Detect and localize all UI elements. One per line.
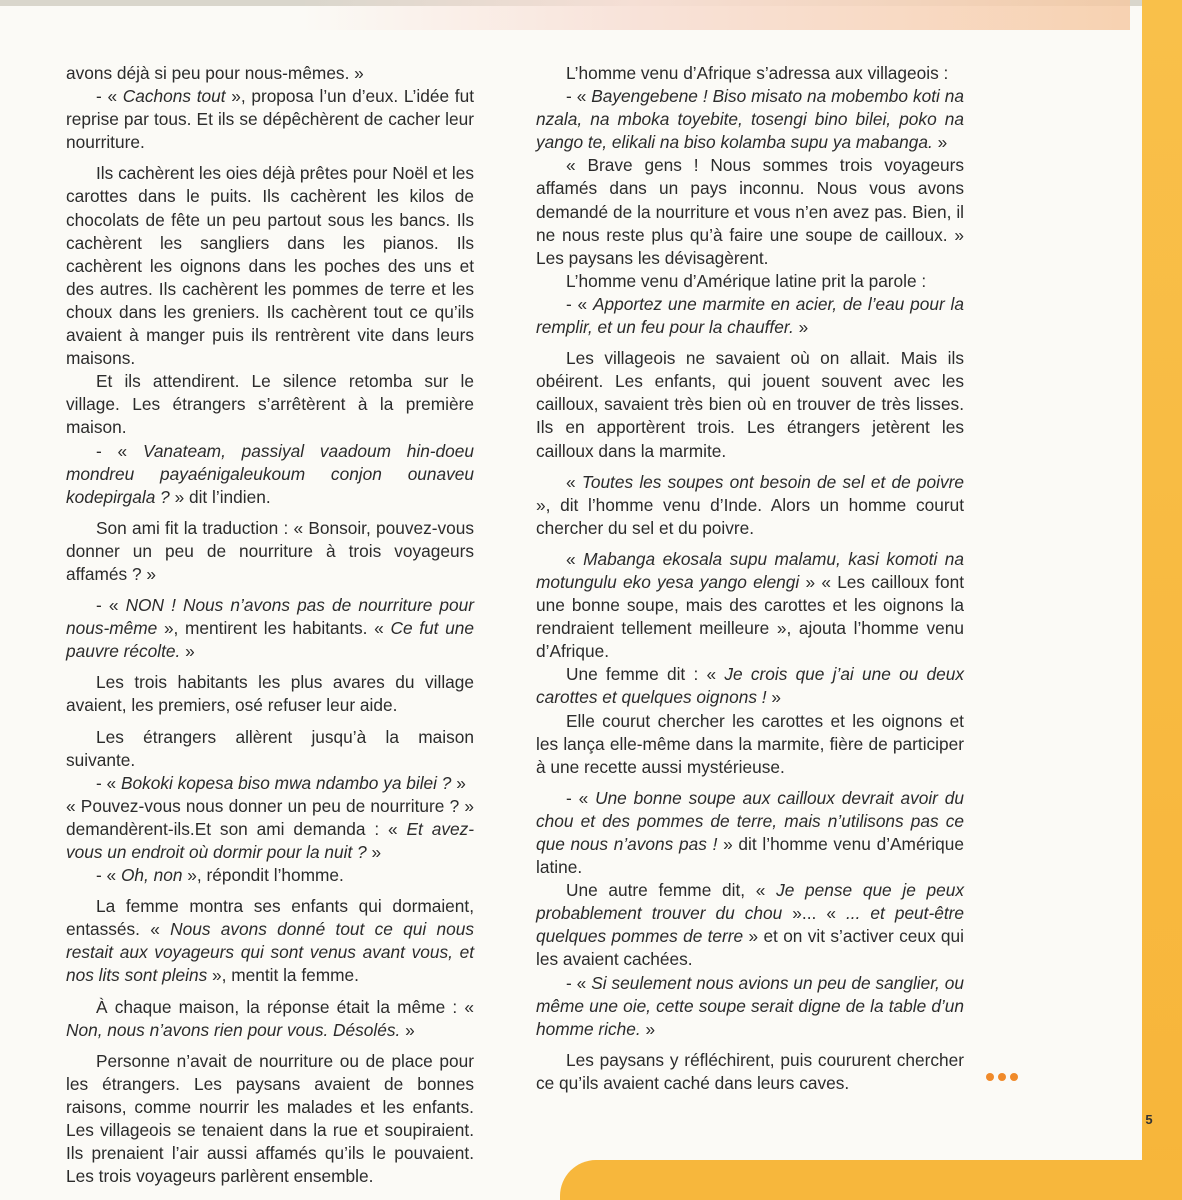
paragraph: Une autre femme dit, « Je pense que je peux probablement trouver du chou »... « ... et peut-être quelques pommes de terre » et on vit s’activer ceux qui les avaient cachées. <box>536 880 965 970</box>
paragraph: Et ils attendirent. Le silence retomba sur le village. Les étrangers s’arrêtèrent à la première maison. <box>66 371 474 438</box>
right-text-column <box>536 62 964 1103</box>
paragraph: La femme montra ses enfants qui dormaient, entassés. « Nous avons donné tout ce qui nous restait aux voyageurs qui sont venus avant vous, et nos lits sont pleins », mentit la femme. <box>66 896 474 986</box>
paragraph: - « Vanateam, passiyal vaadoum hin-doeu mondreu payaénigaleukoum conjon ounaveu kodepirgala ? » dit l’indien. <box>66 440 474 507</box>
paragraph: « Toutes les soupes ont besoin de sel et de poivre », dit l’homme venu d’Inde. Alors un homme courut chercher du sel et du poivre. <box>536 471 965 538</box>
paragraph: - « Une bonne soupe aux cailloux devrait avoir du chou et des pommes de terre, mais n’utilisons pas ce que nous n’avons pas ! » dit l’homme venu d’Amérique latine. <box>536 787 965 878</box>
orange-side-band <box>1142 0 1182 1200</box>
paragraph: « Mabanga ekosala supu malamu, kasi komoti na motungulu eko yesa yango elengi » « Les cailloux font une bonne soupe, mais des carottes et les oignons la rendraient tellement meilleure », ajouta l’homme venu d’Afrique. <box>536 548 964 662</box>
paragraph: Les trois habitants les plus avares du village avaient, les premiers, osé refuser leur aide. <box>66 672 474 716</box>
paragraph: avons déjà si peu pour nous-mêmes. » <box>66 63 364 83</box>
paragraph: - « Oh, non », répondit l’homme. <box>96 865 344 886</box>
paragraph: Elle courut chercher les carottes et les oignons et les lança elle-même dans la marmite, fière de participer à une recette aussi mystérieuse. <box>536 710 964 777</box>
paragraph: Personne n’avait de nourriture ou de place pour les étrangers. Les paysans avaient de bonnes raisons, comme nourrir les malades et les enfants. Les villageois se tenaient dans la rue et soupiraient. Ils prenaient l’air aussi affamés qu’ils le pouvaient. Les trois voyageurs parlèrent ensemble. <box>66 1050 474 1187</box>
paragraph: - « Bokoki kopesa biso mwa ndambo ya bilei ? » <box>96 772 466 793</box>
paragraph: - « Si seulement nous avions un peu de sanglier, ou même une oie, cette soupe serait digne de la table d’un homme riche. » <box>536 972 964 1039</box>
paragraph: « Brave gens ! Nous sommes trois voyageurs affamés dans un pays inconnu. Nous vous avons demandé de la nourriture et vous n’en avez pas. Bien, il ne nous reste plus qu’à faire une soupe de cailloux. » Les paysans les dévisagèrent. <box>536 155 964 268</box>
left-text-column <box>66 62 474 1196</box>
orange-bottom-tab <box>560 1160 1182 1200</box>
dot <box>986 1073 994 1081</box>
dot <box>998 1073 1006 1081</box>
paragraph: Les étrangers allèrent jusqu’à la maison suivante. <box>66 726 474 770</box>
paragraph: Ils cachèrent les oies déjà prêtes pour Noël et les carottes dans le puits. Ils cachèrent les kilos de chocolats de fête un peu partout sous les bancs. Ils cachèrent les sangliers dans les pianos. Ils cachèrent les oignons dans les poches des uns et des autres. Ils cachèrent les pommes de terre et les choux dans les greniers. Ils cachèrent tout ce qu’ils avaient à manger puis ils rentrèrent vite dans leurs maisons. <box>66 163 474 369</box>
continuation-dots-icon <box>986 1067 1036 1087</box>
dot <box>1010 1073 1018 1081</box>
paragraph: Les paysans y réfléchirent, puis coururent chercher ce qu’ils avaient caché dans leurs caves. <box>536 1049 964 1093</box>
paragraph: L’homme venu d’Afrique s’adressa aux villageois : <box>566 63 949 83</box>
paragraph: Une femme dit : « Je crois que j’ai une ou deux carottes et quelques oignons ! » <box>536 664 964 708</box>
paragraph: Les villageois ne savaient où on allait. Mais ils obéirent. Les enfants, qui jouent souvent avec les cailloux, savaient très bien où en trouver de très lisses. Ils en apportèrent trois. Les étrangers jetèrent les cailloux dans la marmite. <box>536 348 964 461</box>
page-number: 5 <box>1145 1112 1153 1127</box>
paragraph: - « Bayengebene ! Biso misato na mobembo koti na nzala, na mboka toyebite, tosengi bino bilei, poko na yango te, elikali na biso kolamba supu ya mabanga. » <box>536 86 964 153</box>
paragraph: Son ami fit la traduction : « Bonsoir, pouvez-vous donner un peu de nourriture à trois voyageurs affamés ? » <box>66 517 474 584</box>
paragraph: À chaque maison, la réponse était la même : « Non, nous n’avons rien pour vous. Désolés. » <box>66 996 474 1040</box>
top-color-bleed <box>300 0 1130 30</box>
paragraph: L’homme venu d’Amérique latine prit la parole : <box>566 270 927 291</box>
paragraph: - « Cachons tout », proposa l’un d’eux. L’idée fut reprise par tous. Et ils se dépêchèrent de cacher leur nourriture. <box>66 86 474 153</box>
paragraph: « Pouvez-vous nous donner un peu de nourriture ? » demandèrent-ils.Et son ami demanda : « Et avez-vous un endroit où dormir pour la nuit ? » <box>66 795 474 862</box>
paragraph: - « Apportez une marmite en acier, de l’eau pour la remplir, et un feu pour la chauffer. » <box>536 293 964 338</box>
paragraph: - « NON ! Nous n’avons pas de nourriture pour nous-même », mentirent les habitants. « Ce fut une pauvre récolte. » <box>66 595 474 662</box>
